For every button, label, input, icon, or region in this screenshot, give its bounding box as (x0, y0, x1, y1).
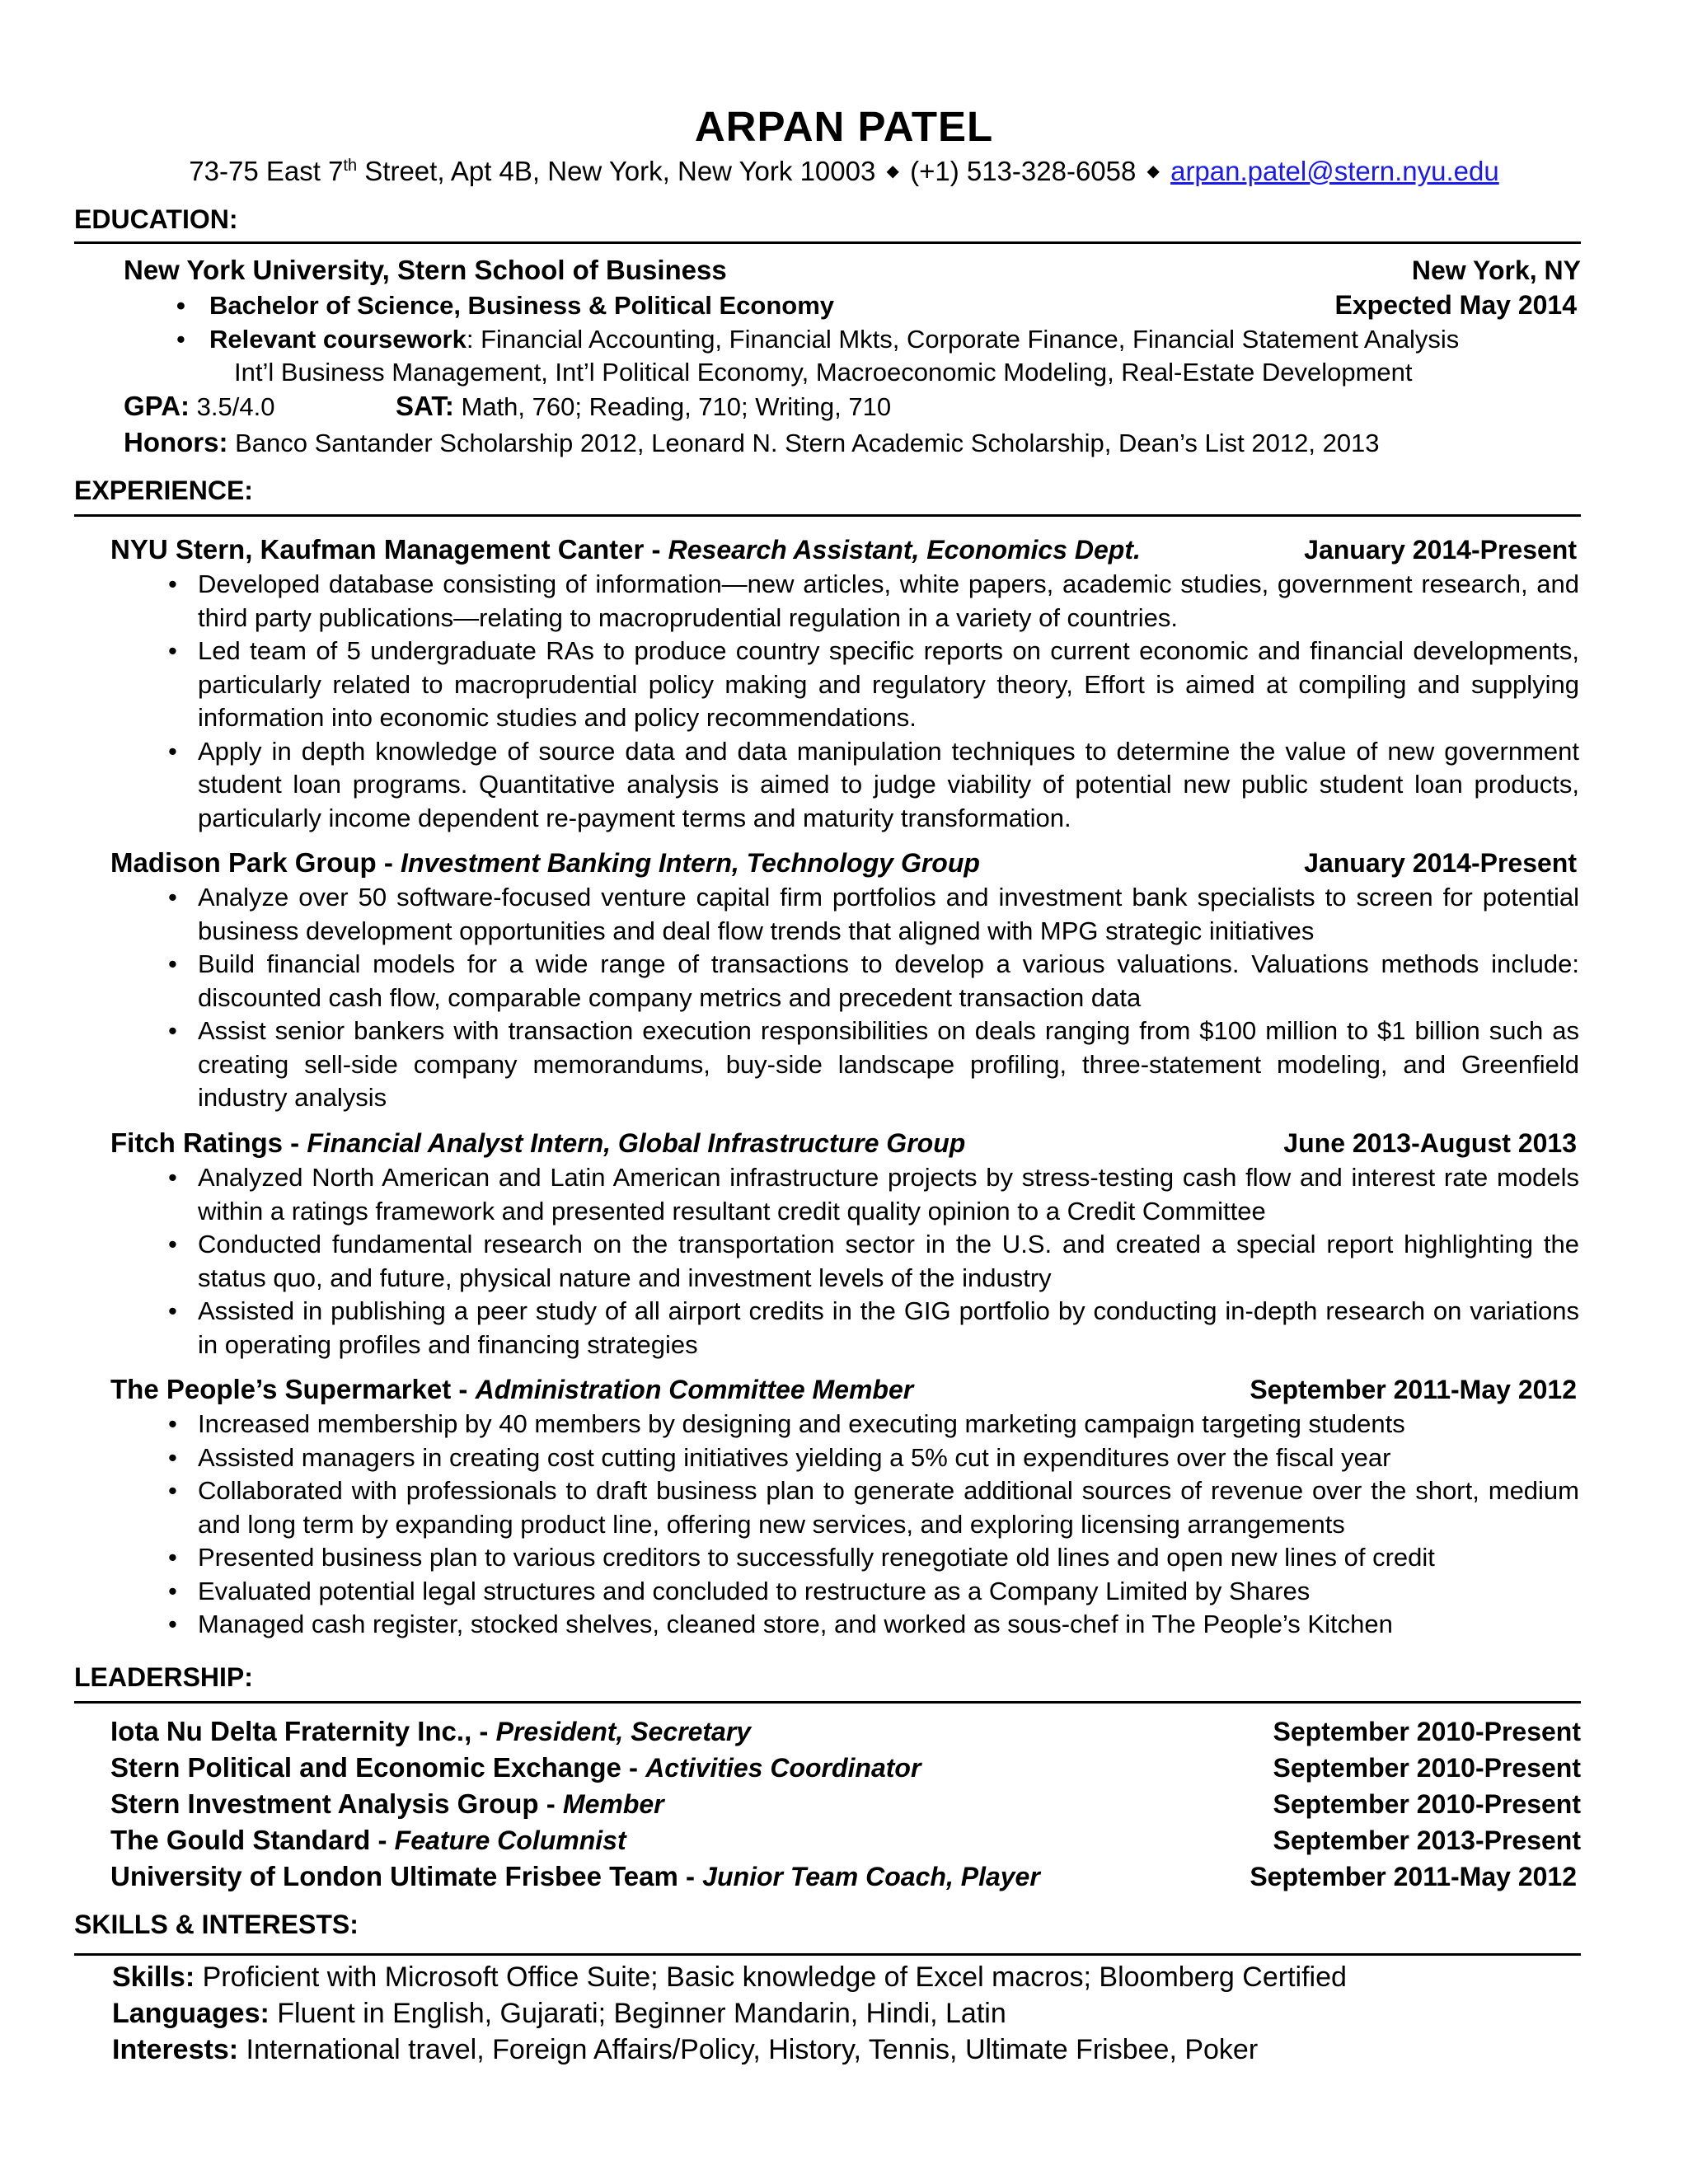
leadership-dates: September 2010-Present (1273, 1789, 1581, 1819)
section-divider (74, 241, 1581, 244)
list-item: • Assisted managers in creating cost cutting initiatives yielding a 5% cut in expenditures over the fiscal year (198, 1441, 1579, 1475)
skills-line: Skills: Proficient with Microsoft Office Suite; Basic knowledge of Excel macros; Bloomberg Certified (112, 1961, 1347, 1993)
job-title-line: Fitch Ratings - Financial Analyst Intern, Global Infrastructure Group (110, 1127, 966, 1158)
list-item: • Collaborated with professionals to draft business plan to generate additional sources of revenue over the short, medium and long term by expanding product line, offering new services, and exploring licensing arrangements (198, 1474, 1579, 1541)
list-item: • Assist senior bankers with transaction execution responsibilities on deals ranging from $100 million to $1 billion such as creating sell-side company memorandums, buy-side landscape profiling, three-statement modeling, and Greenfield industry analysis (198, 1015, 1579, 1115)
list-item: • Analyzed North American and Latin American infrastructure projects by stress-testing cash flow and interest rate models within a ratings framework and presented resultant credit quality opinion to a Credit Committee (198, 1161, 1579, 1228)
education-bullets (209, 288, 1459, 356)
job-bullets (198, 1161, 1579, 1361)
leadership-item: Stern Political and Economic Exchange - Activities Coordinator (110, 1752, 921, 1783)
list-item: • Apply in depth knowledge of source data and data manipulation techniques to determine the value of new government student loan programs. Quantitative analysis is aimed to judge viability of potential new public student loan products, particularly income dependent re-payment terms and maturity transformation. (198, 735, 1579, 836)
leadership-dates: September 2010-Present (1273, 1717, 1581, 1746)
job-dates: September 2011-May 2012 (1250, 1375, 1577, 1404)
job-bullets (198, 881, 1579, 1115)
gpa: GPA: 3.5/4.0 (124, 391, 275, 421)
job-title-line: Madison Park Group - Investment Banking Intern, Technology Group (110, 847, 980, 878)
expected-graduation: Expected May 2014 (1334, 290, 1577, 320)
leadership-dates: September 2013-Present (1273, 1825, 1581, 1855)
job-title-line: NYU Stern, Kaufman Management Canter - Research Assistant, Economics Dept. (110, 534, 1141, 565)
school-location: New York, NY (1411, 255, 1581, 285)
address-start: 73-75 East 7 (189, 156, 344, 186)
job-title-line: The People’s Supermarket - Administration Committee Member (110, 1374, 914, 1404)
school-name: New York University, Stern School of Business (124, 255, 727, 285)
candidate-name: ARPAN PATEL (694, 103, 994, 150)
job-bullets (198, 568, 1579, 835)
sat-scores: SAT: Math, 760; Reading, 710; Writing, 710 (396, 391, 892, 421)
list-item: • Build financial models for a wide range of transactions to develop a various valuations. Valuations methods include: discounted cash flow, comparable company metrics and precedent transaction data (198, 948, 1579, 1015)
list-item: • Presented business plan to various creditors to successfully renegotiate old lines and open new lines of credit (198, 1541, 1579, 1575)
section-divider (74, 1953, 1581, 1956)
languages-line: Languages: Fluent in English, Gujarati; Beginner Mandarin, Hindi, Latin (112, 1998, 1006, 2029)
leadership-item: Iota Nu Delta Fraternity Inc., - President, Secretary (110, 1716, 752, 1746)
honors: Honors: Banco Santander Scholarship 2012, Leonard N. Stern Academic Scholarship, Dean’s List 2012, 2013 (124, 427, 1380, 457)
list-item: • Assisted in publishing a peer study of all airport credits in the GIG portfolio by conducting in-depth research on variations in operating profiles and financing strategies (198, 1295, 1579, 1361)
email-link[interactable]: arpan.patel@stern.nyu.edu (1170, 156, 1499, 186)
leadership-heading: LEADERSHIP: (74, 1662, 253, 1692)
list-item: • Evaluated potential legal structures and concluded to restructure as a Company Limited by Shares (198, 1575, 1579, 1609)
address-ordinal: th (343, 157, 358, 175)
list-item: • Increased membership by 40 members by designing and executing marketing campaign targeting students (198, 1408, 1579, 1441)
education-heading: EDUCATION: (74, 204, 238, 234)
coursework-continued: Int’l Business Management, Int’l Political Economy, Macroeconomic Modeling, Real-Estate Development (234, 358, 1413, 387)
leadership-item: University of London Ultimate Frisbee Team - Junior Team Coach, Player (110, 1861, 1040, 1891)
job-dates: June 2013-August 2013 (1283, 1128, 1577, 1158)
job-dates: January 2014-Present (1304, 535, 1577, 565)
list-item: • Developed database consisting of information—new articles, white papers, academic studies, government research, and third party publications—relating to macroprudential regulation in a variety of countries. (198, 568, 1579, 635)
degree: • Bachelor of Science, Business & Political Economy (209, 288, 1459, 322)
phone-number: (+1) 513-328-6058 (910, 156, 1137, 186)
list-item: • Led team of 5 undergraduate RAs to produce country specific reports on current economic and financial developments, particularly related to macroprudential policy making and regulatory theory, Effort is aimed at compiling and supplying information into economic studies and policy recommendations. (198, 635, 1579, 735)
address-end: Street, Apt 4B, New York, New York 10003 (357, 156, 876, 186)
job-bullets (198, 1408, 1579, 1642)
list-item: • Conducted fundamental research on the transportation sector in the U.S. and created a special report highlighting the status quo, and future, physical nature and investment levels of the industry (198, 1228, 1579, 1295)
section-divider (74, 514, 1581, 517)
list-item: • Analyze over 50 software-focused venture capital firm portfolios and investment bank specialists to screen for potential business development opportunities and deal flow trends that aligned with MPG strategic initiatives (198, 881, 1579, 948)
diamond-separator-icon: ◆ (1146, 162, 1160, 180)
diamond-separator-icon: ◆ (886, 162, 899, 180)
section-divider (74, 1701, 1581, 1704)
leadership-item: Stern Investment Analysis Group - Member (110, 1788, 664, 1819)
leadership-item: The Gould Standard - Feature Columnist (110, 1825, 626, 1855)
leadership-dates: September 2010-Present (1273, 1753, 1581, 1783)
experience-heading: EXPERIENCE: (74, 476, 253, 505)
contact-line (0, 155, 1688, 188)
list-item: • Managed cash register, stocked shelves, cleaned store, and worked as sous-chef in The People’s Kitchen (198, 1608, 1579, 1642)
job-dates: January 2014-Present (1304, 848, 1577, 878)
coursework: • Relevant coursework: Financial Accounting, Financial Mkts, Corporate Finance, Financial Statement Analysis (209, 322, 1459, 356)
skills-heading: SKILLS & INTERESTS: (74, 1910, 359, 1939)
leadership-dates: September 2011-May 2012 (1250, 1862, 1577, 1891)
interests-line: Interests: International travel, Foreign Affairs/Policy, History, Tennis, Ultimate Frisbee, Poker (112, 2034, 1259, 2065)
